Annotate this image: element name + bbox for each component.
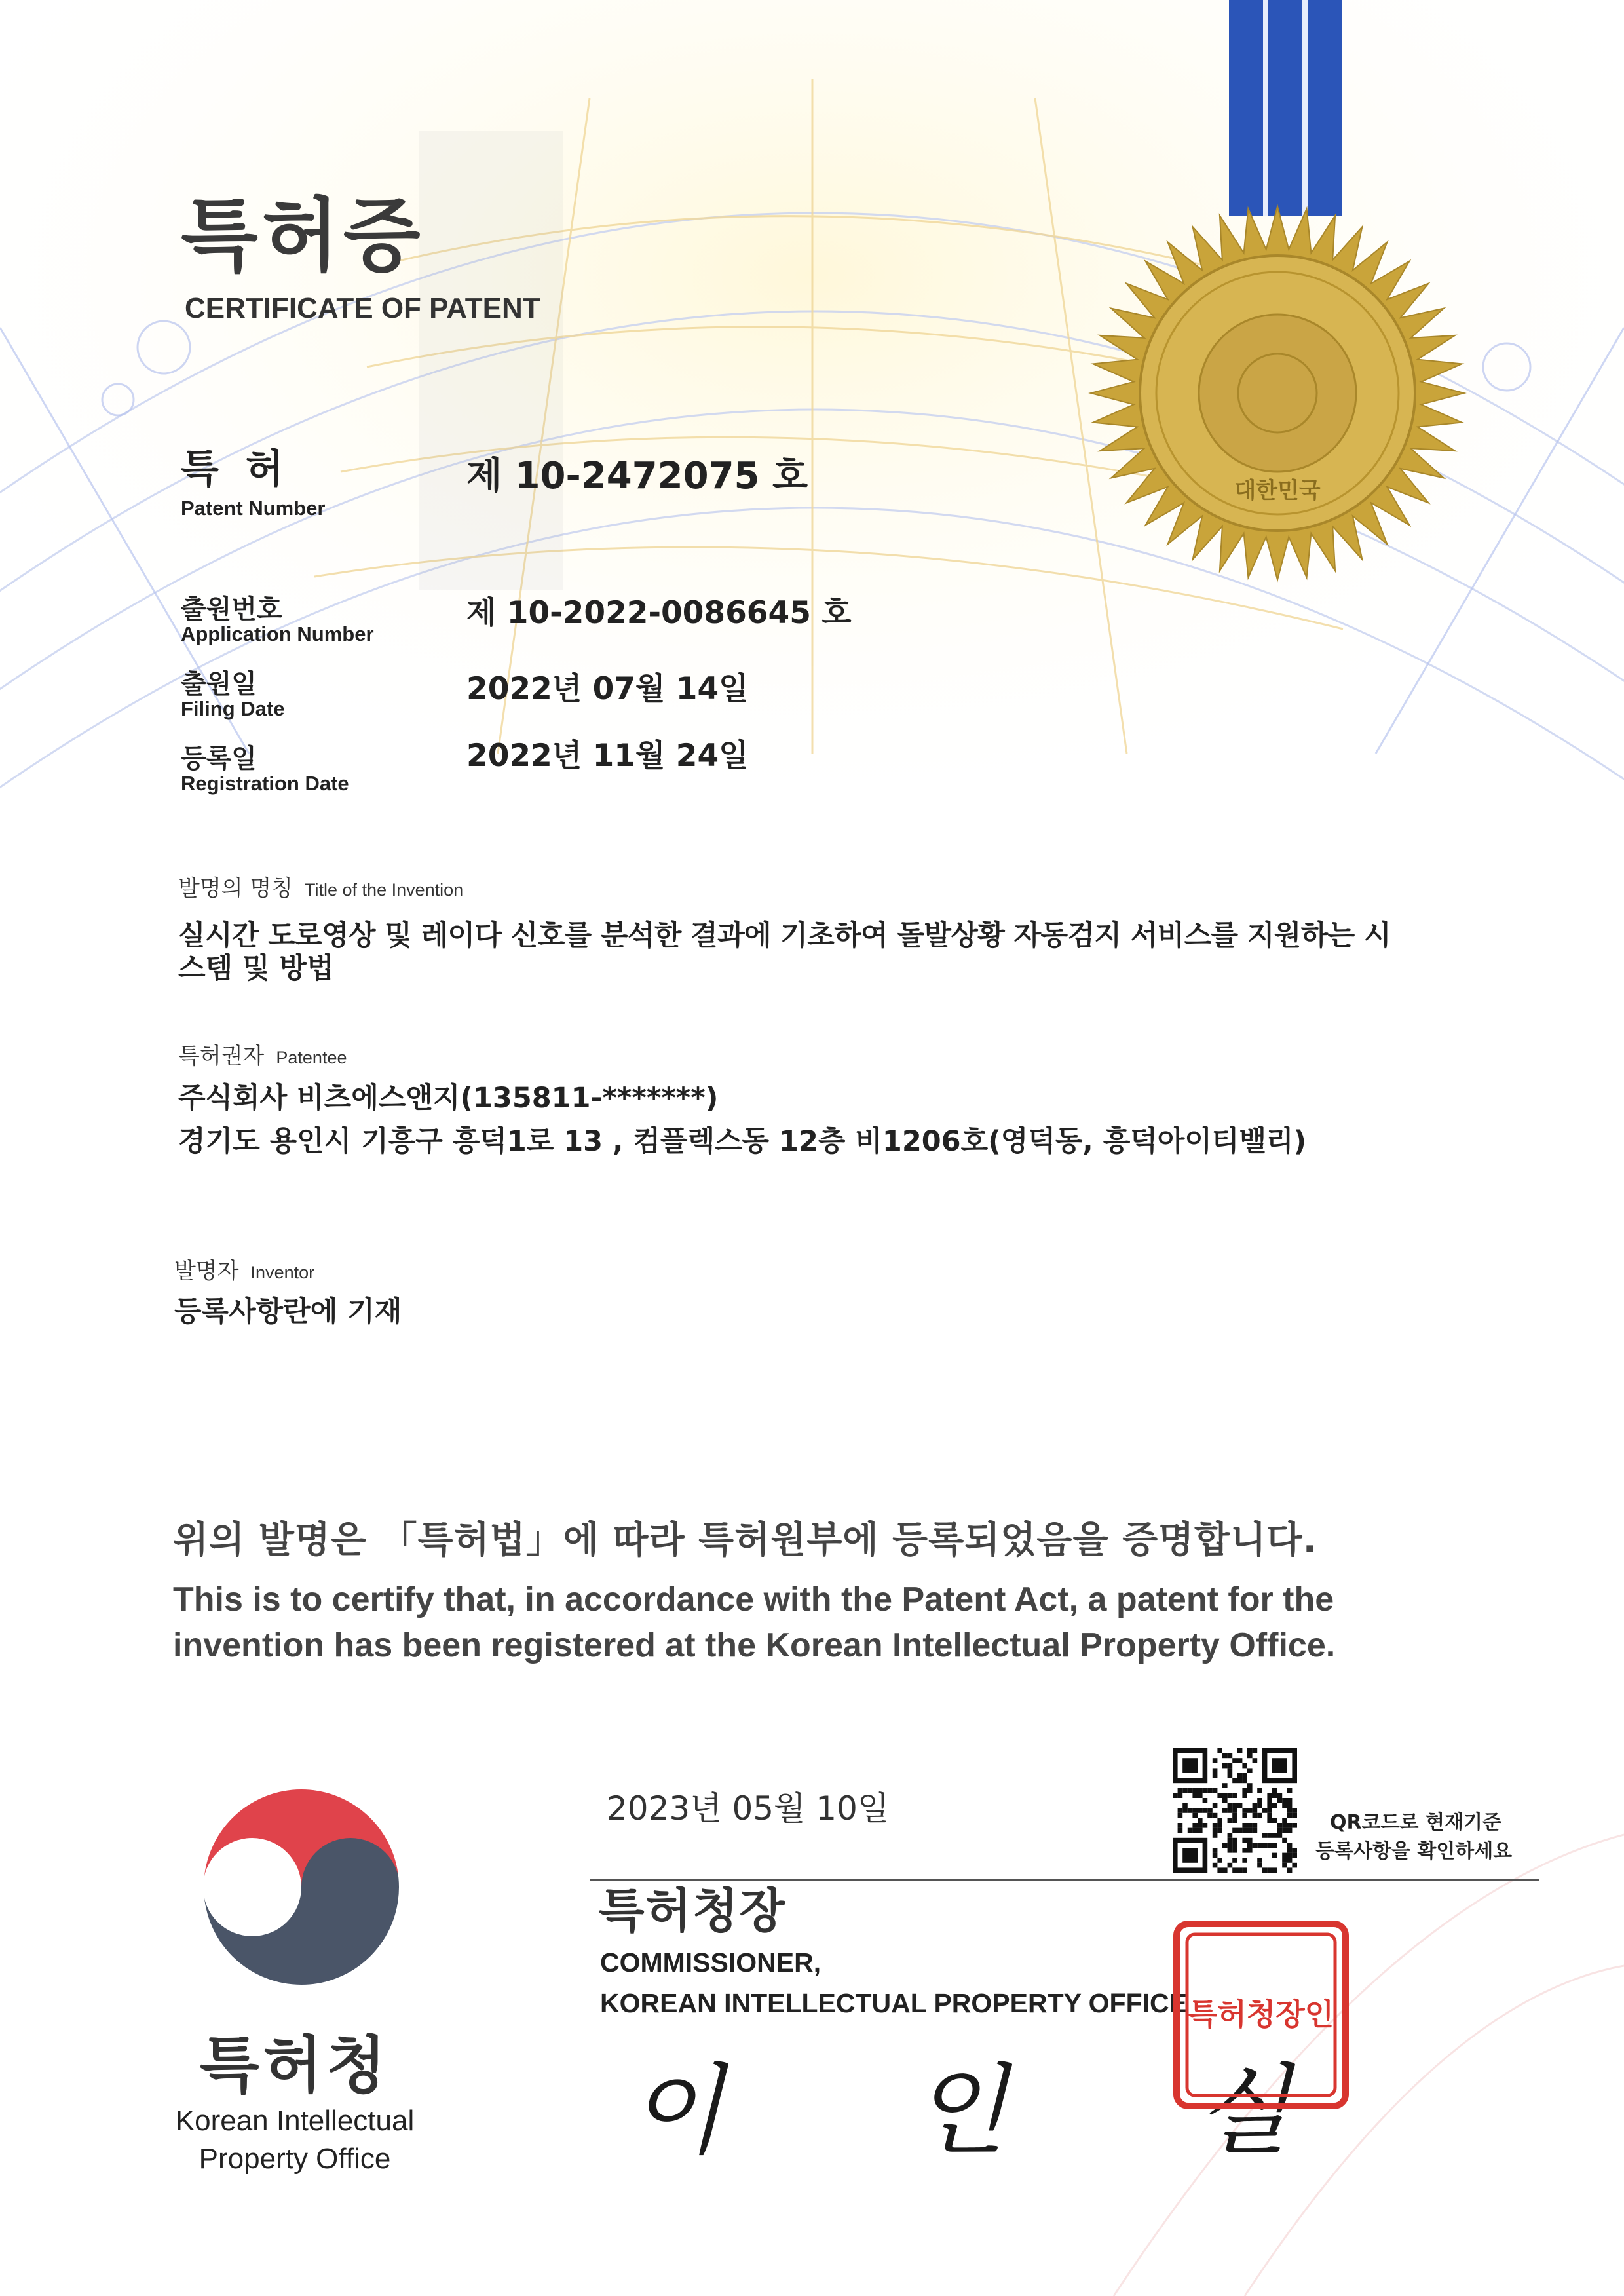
certification-statement-ko: 위의 발명은 「특허법」에 따라 특허원부에 등록되었음을 증명합니다. (173, 1519, 1317, 1561)
office-name-en-line2: Property Office (198, 2143, 391, 2175)
stamp-inscription: 특허청장인 (1188, 1997, 1334, 2032)
kipo-logo-icon (197, 1782, 406, 1992)
registration-date-value: 2022년 11월 24일 (466, 738, 749, 774)
page-title-ko: 특허증 (181, 189, 425, 282)
application-number-label-en: Application Number (181, 622, 374, 645)
patentee-heading (178, 1038, 347, 1070)
office-name-ko: 특허청 (199, 2030, 390, 2101)
inventor-label-ko: 발명자 (174, 1258, 239, 1284)
patentee-label-en: Patentee (276, 1048, 347, 1067)
invention-title-line2: 스템 및 방법 (178, 952, 334, 985)
seal-inscription: 대한민국 (1234, 478, 1321, 504)
commissioner-title-en-line1: COMMISSIONER, (600, 1947, 821, 1978)
commissioner-signature: 이 인 실 (629, 2054, 1370, 2168)
inventor-label-en: Inventor (250, 1263, 315, 1282)
office-name-en-line1: Korean Intellectual (175, 2105, 415, 2137)
commissioner-title-en-line2: KOREAN INTELLECTUAL PROPERTY OFFICE (600, 1988, 1187, 2018)
invention-title-label-en: Title of the Invention (305, 880, 464, 900)
invention-title-line1: 실시간 도로영상 및 레이다 신호를 분석한 결과에 기초하여 돌발상황 자동검지 서비스를 지원하는 시 (178, 919, 1391, 952)
qr-note-line1: QR코드로 현재기준 (1330, 1811, 1501, 1834)
application-number-label-ko: 출원번호 (181, 594, 282, 624)
invention-title-label-ko: 발명의 명칭 (178, 875, 293, 902)
filing-date-label-en: Filing Date (181, 697, 285, 720)
patent-number-label-en: Patent Number (181, 497, 326, 520)
patent-number-value: 제 10-2472075 호 (466, 455, 808, 497)
gold-seal (1087, 203, 1467, 583)
inventor-heading (174, 1253, 314, 1285)
commissioner-title-ko: 특허청장 (599, 1883, 787, 1938)
certification-statement-en-line2: invention has been registered at the Korean Intellectual Property Office. (173, 1626, 1336, 1664)
certification-statement-en-line1: This is to certify that, in accordance with the Patent Act, a patent for the (173, 1580, 1334, 1618)
patent-number-label-ko: 특 허 (181, 446, 290, 492)
filing-date-label-ko: 출원일 (181, 669, 257, 699)
inventor-value: 등록사항란에 기재 (174, 1295, 402, 1328)
registration-date-label-en: Registration Date (181, 772, 349, 795)
page-title-en: CERTIFICATE OF PATENT (185, 292, 540, 324)
patentee-label-ko: 특허권자 (178, 1043, 265, 1069)
qr-code[interactable] (1173, 1748, 1297, 1873)
invention-title-heading (178, 870, 463, 902)
registration-date-label-ko: 등록일 (181, 744, 257, 774)
patentee-address: 경기도 용인시 기흥구 흥덕1로 13 , 컴플렉스동 12층 비1206호(영덕동, 흥덕아이티밸리) (178, 1125, 1307, 1158)
patentee-name: 주식회사 비츠에스앤지(135811-*******) (178, 1082, 719, 1115)
application-number-value: 제 10-2022-0086645 호 (466, 595, 852, 631)
issue-date: 2023년 05월 10일 (607, 1789, 890, 1827)
ribbon (1229, 0, 1342, 216)
filing-date-value: 2022년 07월 14일 (466, 671, 749, 707)
official-stamp (1173, 1920, 1350, 2110)
qr-note-line2: 등록사항을 확인하세요 (1315, 1840, 1513, 1863)
